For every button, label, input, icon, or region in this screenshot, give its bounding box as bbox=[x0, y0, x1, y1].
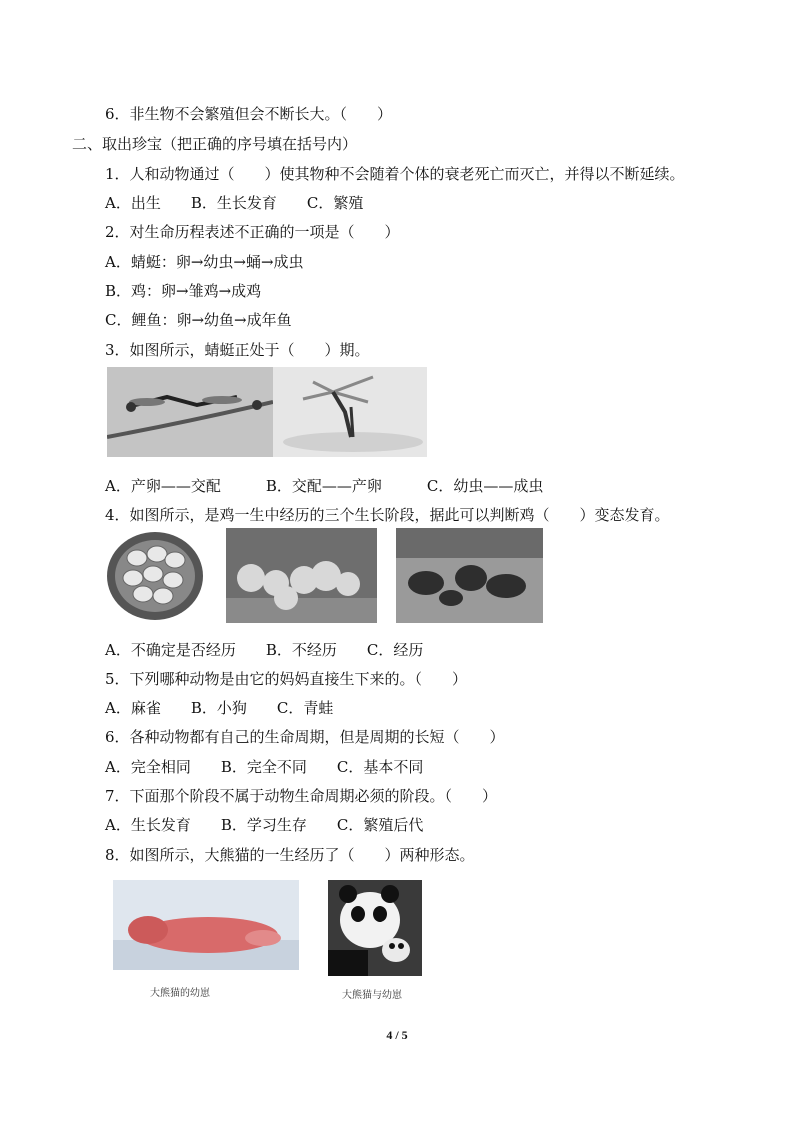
dragonfly-mating-photo bbox=[107, 367, 273, 457]
question-2-option-c: C．鲤鱼：卵→幼鱼→成年鱼 bbox=[105, 311, 292, 329]
question-7-options: A．生长发育 B．学习生存 C．繁殖后代 bbox=[105, 816, 424, 834]
question-5-options: A．麻雀 B．小狗 C．青蛙 bbox=[105, 699, 334, 717]
page-number: 4 / 5 bbox=[386, 1028, 408, 1042]
question-1: 1．人和动物通过（ ）使其物种不会随着个体的衰老死亡而灭亡，并得以不断延续。 bbox=[105, 165, 685, 183]
panda-mother-photo bbox=[328, 880, 422, 976]
question-6-prev: 6．非生物不会繁殖但会不断长大。（ ） bbox=[105, 105, 393, 123]
eggs-basket-photo bbox=[105, 528, 206, 623]
question-7: 7．下面那个阶段不属于动物生命周期必须的阶段。（ ） bbox=[105, 787, 498, 805]
section-2-heading: 二、取出珍宝（把正确的序号填在括号内） bbox=[72, 135, 358, 153]
panda-mother-caption: 大熊猫与幼崽 bbox=[342, 990, 402, 1001]
question-6-options: A．完全相同 B．完全不同 C．基本不同 bbox=[105, 758, 424, 776]
question-1-options: A．出生 B．生长发育 C．繁殖 bbox=[105, 194, 364, 212]
question-2-option-b: B．鸡：卵→雏鸡→成鸡 bbox=[105, 282, 262, 300]
chickens-photo bbox=[396, 528, 543, 623]
question-5: 5．下列哪种动物是由它的妈妈直接生下来的。（ ） bbox=[105, 670, 468, 688]
panda-cub-photo bbox=[113, 880, 299, 970]
question-4-options: A．不确定是否经历 B．不经历 C．经历 bbox=[105, 641, 424, 659]
question-3: 3．如图所示，蜻蜓正处于（ ）期。 bbox=[105, 341, 370, 359]
dragonfly-laying-eggs-photo bbox=[273, 367, 427, 457]
question-2: 2．对生命历程表述不正确的一项是（ ） bbox=[105, 223, 400, 241]
panda-cub-caption: 大熊猫的幼崽 bbox=[150, 988, 210, 999]
question-3-options: A．产卵——交配 B．交配——产卵 C．幼虫——成虫 bbox=[105, 477, 544, 495]
question-2-option-a: A．蜻蜓：卵→幼虫→蛹→成虫 bbox=[105, 253, 304, 271]
question-6: 6．各种动物都有自己的生命周期，但是周期的长短（ ） bbox=[105, 728, 505, 746]
chicks-basket-photo bbox=[226, 528, 377, 623]
question-4: 4．如图所示，是鸡一生中经历的三个生长阶段，据此可以判断鸡（ ）变态发育。 bbox=[105, 506, 670, 524]
question-8: 8．如图所示，大熊猫的一生经历了（ ）两种形态。 bbox=[105, 846, 475, 864]
